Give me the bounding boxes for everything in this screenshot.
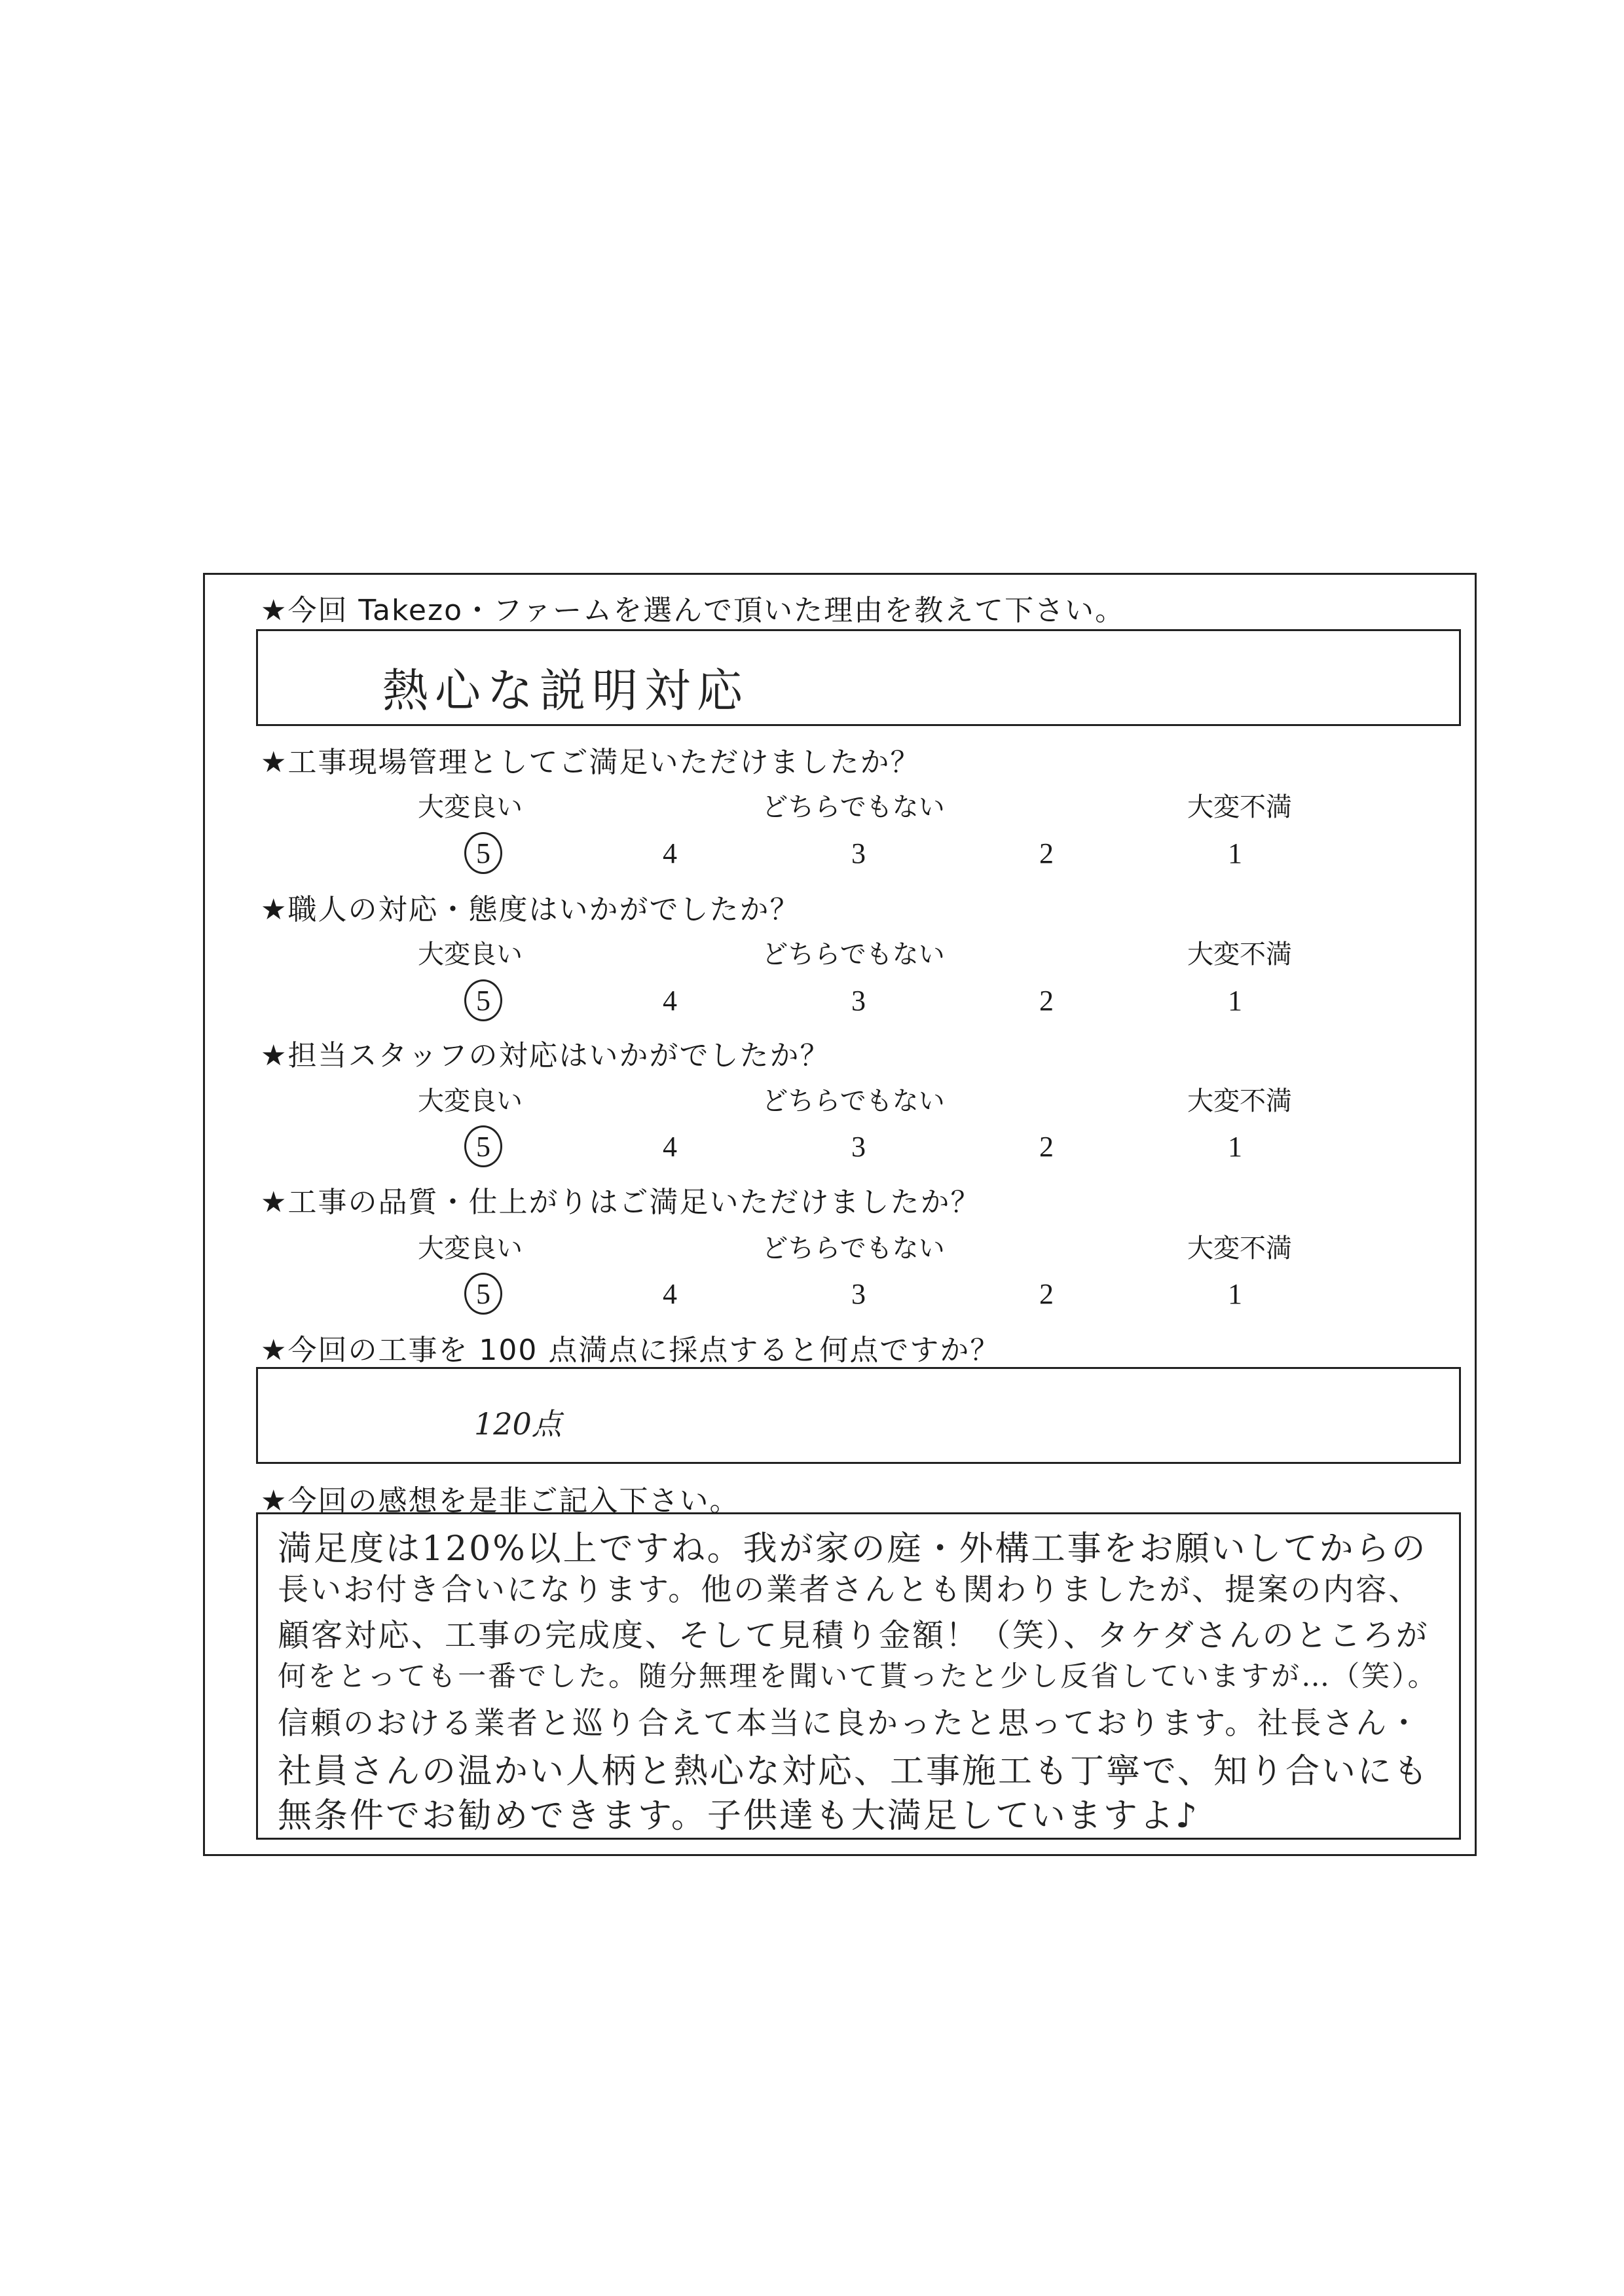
scale-label-best: 大変良い	[418, 939, 523, 970]
rating-4: 4	[663, 985, 677, 1017]
rating-2: 2	[1039, 837, 1054, 869]
scale-label-worst: 大変不満	[1187, 939, 1292, 970]
comment-line: 顧客対応、工事の完成度、そして見積り金額！（笑）、タケダさんのところが	[278, 1617, 1430, 1654]
rating-3: 3	[851, 837, 866, 869]
rating-4: 4	[663, 1131, 677, 1163]
rating-4: 4	[663, 1278, 677, 1310]
question-site-management: ★工事現場管理としてご満足いただけましたか？	[261, 746, 921, 779]
scale-label-best: 大変良い	[418, 1086, 523, 1116]
scale-label-neutral: どちらでもない	[762, 1233, 945, 1264]
question-reason: ★今回 Takezo・ファームを選んで頂いた理由を教えて下さい。	[261, 594, 1126, 627]
question-craftsmen: ★職人の対応・態度はいかがでしたか？	[261, 893, 800, 926]
scale-label-neutral: どちらでもない	[762, 939, 945, 970]
scale-label-best: 大変良い	[418, 1233, 523, 1264]
scale-label-best: 大変良い	[418, 792, 523, 822]
rating-2: 2	[1039, 985, 1054, 1017]
comment-line: 社員さんの温かい人柄と熱心な対応、工事施工も丁寧で、知り合いにも	[278, 1752, 1430, 1791]
rating-3: 3	[851, 985, 866, 1017]
scale-label-worst: 大変不満	[1187, 792, 1292, 822]
rating-1: 1	[1228, 1131, 1242, 1163]
comment-line: 信頼のおける業者と巡り合えて本当に良かったと思っております。社長さん・	[278, 1705, 1422, 1741]
question-comment: ★今回の感想を是非ご記入下さい。	[261, 1484, 740, 1518]
rating-5: 5	[476, 1131, 490, 1163]
comment-line: 長いお付き合いになります。他の業者さんとも関わりましたが、提案の内容、	[278, 1572, 1422, 1608]
rating-4: 4	[663, 837, 677, 869]
rating-1: 1	[1228, 1278, 1242, 1310]
reason-answer-box	[256, 629, 1461, 726]
rating-5: 5	[476, 837, 490, 869]
question-quality: ★工事の品質・仕上がりはご満足いただけましたか？	[261, 1186, 981, 1219]
comment-line: 何をとっても一番でした。随分無理を聞いて貰ったと少し反省していますが…（笑）。	[278, 1660, 1438, 1693]
rating-5: 5	[476, 1278, 490, 1310]
comment-line: 無条件でお勧めできます。子供達も大満足していますよ♪	[278, 1796, 1200, 1836]
rating-1: 1	[1228, 837, 1242, 869]
survey-form	[203, 573, 1477, 1856]
rating-2: 2	[1039, 1131, 1054, 1163]
rating-3: 3	[851, 1131, 866, 1163]
question-staff: ★担当スタッフの対応はいかがでしたか？	[261, 1039, 830, 1072]
reason-answer: 熱心な説明対応	[382, 664, 749, 718]
score-answer-box	[256, 1367, 1461, 1464]
rating-2: 2	[1039, 1278, 1054, 1310]
scale-label-neutral: どちらでもない	[762, 792, 945, 822]
comment-box	[256, 1512, 1461, 1840]
comment-line: 満足度は120%以上ですね。我が家の庭・外構工事をお願いしてからの	[278, 1529, 1428, 1569]
scale-label-neutral: どちらでもない	[762, 1086, 945, 1116]
score-answer: 120点	[474, 1406, 562, 1442]
question-score: ★今回の工事を 100 点満点に採点すると何点ですか？	[261, 1334, 1001, 1367]
rating-3: 3	[851, 1278, 866, 1310]
rating-5: 5	[476, 985, 490, 1017]
scale-label-worst: 大変不満	[1187, 1086, 1292, 1116]
rating-1: 1	[1228, 985, 1242, 1017]
scale-label-worst: 大変不満	[1187, 1233, 1292, 1264]
